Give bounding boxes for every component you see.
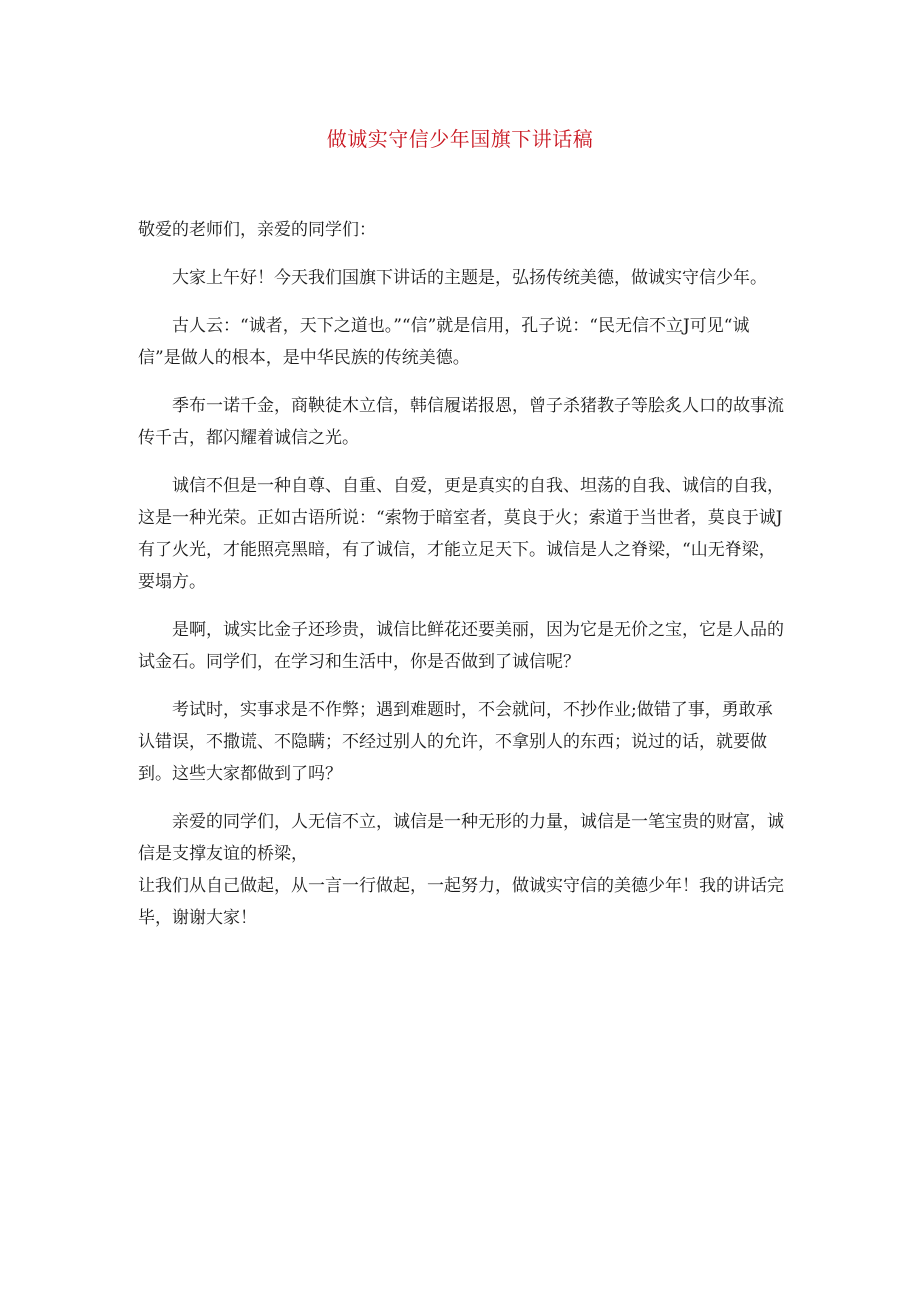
- document-body: [138, 214, 788, 950]
- paragraph-exam: 考试时，实事求是不作弊；遇到难题时，不会就问，不抄作业;做错了事，勇敢承认错误，不撒谎、不隐瞒；不经过别人的允许，不拿别人的东西；说过的话，就要做到。这些大家都做到了吗？: [138, 700, 773, 784]
- paragraph-honor: 诚信不但是一种自尊、自重、自爱，更是真实的自我、坦荡的自我、诚信的自我，这是一种光荣。正如古语所说：“索物于暗室者，莫良于火；索道于当世者，莫良于诚J有了火光，才能照亮黑暗，有了诚信，才能立足天下。诚信是人之脊梁，“山无脊梁，要塌方。: [138, 476, 784, 592]
- paragraph-treasure: 是啊，诚实比金子还珍贵，诚信比鲜花还要美丽，因为它是无价之宝，它是人品的试金石。同学们，在学习和生活中，你是否做到了诚信呢？: [138, 620, 784, 672]
- document-title: 做诚实守信少年国旗下讲话稿: [326, 127, 594, 151]
- paragraph-closing: 让我们从自己做起，从一言一行做起，一起努力，做诚实守信的美德少年！我的讲话完毕，谢谢大家！: [138, 876, 784, 928]
- salutation: 敬爱的老师们，亲爱的同学们：: [138, 220, 376, 240]
- paragraph-greeting: 大家上午好！今天我们国旗下讲话的主题是，弘扬传统美德，做诚实守信少年。: [172, 268, 767, 288]
- paragraph-friendship: 亲爱的同学们，人无信不立，诚信是一种无形的力量，诚信是一笔宝贵的财富，诚信是支撑友谊的桥梁，: [138, 812, 784, 864]
- paragraph-stories: 季布一诺千金，商鞅徒木立信，韩信履诺报恩，曾子杀猪教子等脍炙人口的故事流传千古，都闪耀着诚信之光。: [138, 396, 784, 448]
- paragraph-ancient-saying: 古人云：“诚者，天下之道也。”“信”就是信用，孔子说：“民无信不立J可见“诚信”是做人的根本，是中华民族的传统美德。: [138, 316, 750, 368]
